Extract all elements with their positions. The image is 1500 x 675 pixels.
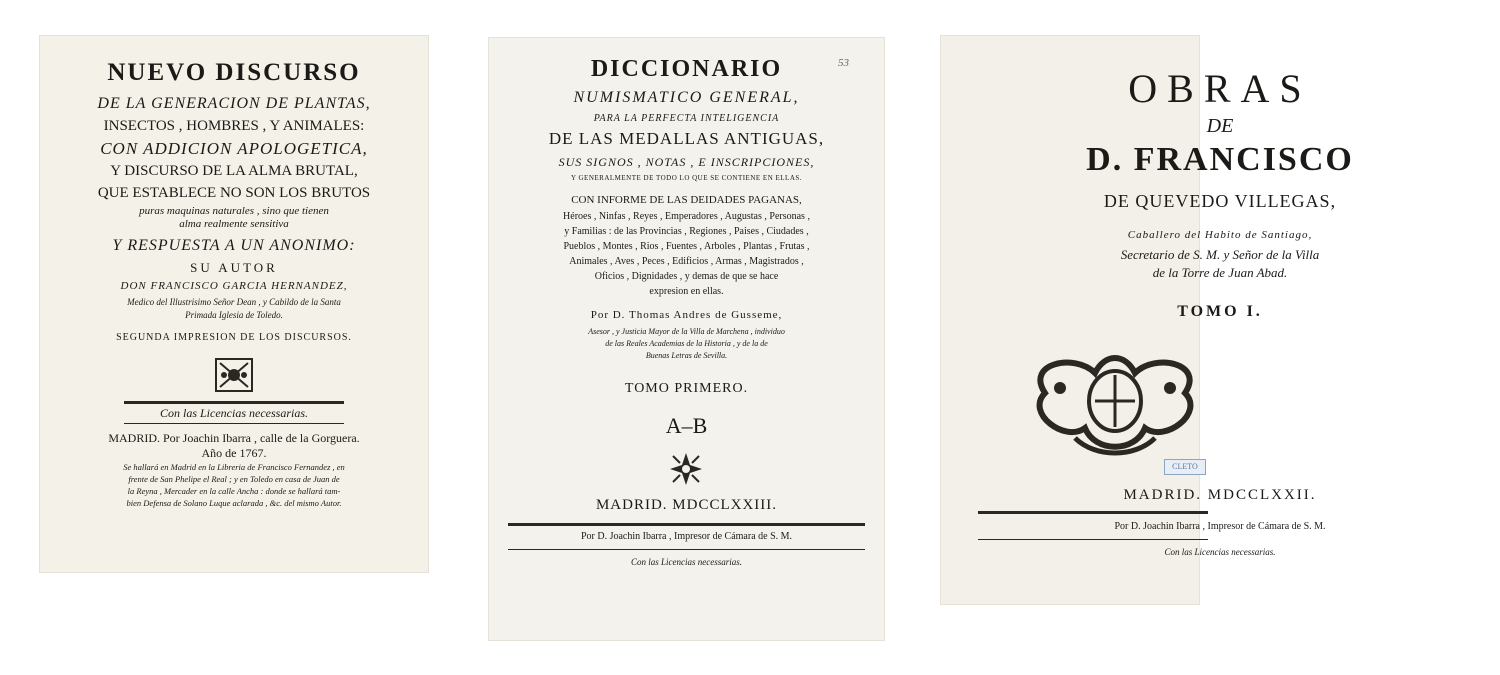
- page1-line3: CON ADDICION APOLOGETICA,: [100, 139, 368, 158]
- page1-line5: QUE ESTABLECE NO SON LOS BRUTOS: [97, 185, 371, 201]
- page2-rule-bottom: [508, 549, 865, 550]
- page2-line2: PARA LA PERFECTA INTELIGENCIA: [593, 113, 780, 124]
- page2-line14: Asesor , y Justicia Mayor de la Villa de Marchena , individuo: [588, 327, 785, 336]
- page1-line1: DE LA GENERACION DE PLANTAS,: [97, 95, 371, 112]
- page1-line15: Año de 1767.: [201, 446, 267, 460]
- page2-licencias: Con las Licencias necessarias.: [631, 557, 742, 567]
- page1-line7: alma realmente sensitiva: [179, 218, 289, 230]
- page2-line13: Por D. Thomas Andres de Gusseme,: [590, 309, 783, 321]
- page2-line4: SUS SIGNOS , NOTAS , E INSCRIPCIONES,: [558, 155, 815, 169]
- page3-licencias: Con las Licencias necessarias.: [1164, 547, 1276, 557]
- page3-line4: de la Torre de Juan Abad.: [1152, 265, 1288, 280]
- page1-line8: Y RESPUESTA A UN ANONIMO:: [112, 237, 356, 254]
- page3-printer: Por D. Joachin Ibarra , Impresor de Cámara de S. M.: [1114, 521, 1326, 532]
- page2-printer: Por D. Joachin Ibarra , Impresor de Cámara de S. M.: [580, 531, 793, 542]
- page3-line3: Secretario de S. M. y Señor de la Villa: [1120, 247, 1320, 262]
- library-stamp: CLETO: [1164, 459, 1206, 475]
- page2-title: DICCIONARIO: [590, 56, 783, 82]
- fleuron-ornament-icon: [668, 451, 704, 487]
- page1-licencias: Con las Licencias necessarias.: [160, 406, 308, 420]
- page2-line7: Héroes , Ninfas , Reyes , Emperadores , Augustas , Personas ,: [563, 211, 810, 222]
- page1-line9: SU AUTOR: [190, 260, 278, 275]
- page2-line6: CON INFORME DE LAS DEIDADES PAGANAS,: [571, 194, 802, 206]
- page1-line11: Medico del Illustrisimo Señor Dean , y Cabildo de la Santa: [127, 297, 341, 307]
- page2-line3: DE LAS MEDALLAS ANTIGUAS,: [548, 129, 825, 148]
- page3-rule-bottom: [978, 539, 1208, 540]
- page1-line17: frente de San Phelipe el Real ; y en Toledo en casa de Juan de: [128, 474, 340, 484]
- page3-name: D. FRANCISCO: [1086, 141, 1354, 178]
- title-page-diccionario: [488, 37, 885, 641]
- page1-line19: bien Defensa de Solano Luque aclarada , &c. del mismo Autor.: [126, 498, 342, 508]
- page1-line12: Primada Iglesia de Toledo.: [185, 310, 283, 320]
- page2-madrid: MADRID. MDCCLXXIII.: [595, 497, 778, 513]
- page1-line2: INSECTOS , HOMBRES , Y ANIMALES:: [103, 118, 365, 134]
- page2-line5: Y GENERALMENTE DE TODO LO QUE SE CONTIENE EN ELLAS.: [570, 174, 803, 182]
- page2-line16: Buenas Letras de Sevilla.: [645, 351, 728, 360]
- page1-title: NUEVO DISCURSO: [107, 59, 361, 86]
- page1-rule-top: [124, 401, 344, 404]
- page2-line15: de las Reales Academias de la Historia , y de la de: [605, 339, 768, 348]
- page2-line8: y Familias : de las Provincias , Regiones , Paises , Ciudades ,: [564, 226, 809, 237]
- page3-line2: Caballero del Habito de Santiago,: [1127, 229, 1313, 241]
- page1-line13: SEGUNDA IMPRESION DE LOS DISCURSOS.: [116, 332, 352, 343]
- page3-line1: DE QUEVEDO VILLEGAS,: [1103, 191, 1337, 211]
- page3-rule-top: [978, 511, 1208, 514]
- page2-line10: Animales , Aves , Peces , Edificios , Armas , Magistrados ,: [569, 256, 804, 267]
- page3-tomo: TOMO I.: [1177, 303, 1263, 320]
- page2-line9: Pueblos , Montes , Rios , Fuentes , Arboles , Plantas , Frutas ,: [563, 241, 810, 252]
- page2-folio: 53: [838, 57, 849, 69]
- page1-line4: Y DISCURSO DE LA ALMA BRUTAL,: [110, 163, 358, 179]
- page2-tomo: TOMO PRIMERO.: [624, 381, 749, 396]
- page1-line14: MADRID. Por Joachin Ibarra , calle de la Gorguera.: [108, 431, 360, 445]
- page2-rule-top: [508, 523, 865, 526]
- page1-line10: DON FRANCISCO GARCIA HERNANDEZ,: [120, 280, 348, 292]
- page1-line18: la Reyna , Mercader en la calle Ancha : donde se hallará tam-: [127, 486, 341, 496]
- page1-rule-bottom: [124, 423, 344, 424]
- title-page-nuevo-discurso: [39, 35, 429, 573]
- page1-line6: puras maquinas naturales , sino que tienen: [139, 205, 329, 217]
- page3-madrid: MADRID. MDCCLXXII.: [1123, 487, 1317, 503]
- page3-de: DE: [1206, 115, 1234, 137]
- page2-letters: A–B: [665, 413, 708, 438]
- title-page-obras-quevedo: [940, 35, 1354, 605]
- page2-line1: NUMISMATICO GENERAL,: [573, 89, 800, 106]
- page1-line16: Se hallará en Madrid en la Libreria de Francisco Fernandez , en: [123, 462, 345, 472]
- fleuron-ornament-icon: [214, 357, 254, 393]
- page2-line11: Oficios , Dignidades , y demas de que se hace: [594, 271, 779, 282]
- page3-title: OBRAS: [1128, 66, 1312, 111]
- crest-ornament-icon: [1015, 343, 1215, 463]
- page2-line12: expresion en ellas.: [649, 286, 724, 297]
